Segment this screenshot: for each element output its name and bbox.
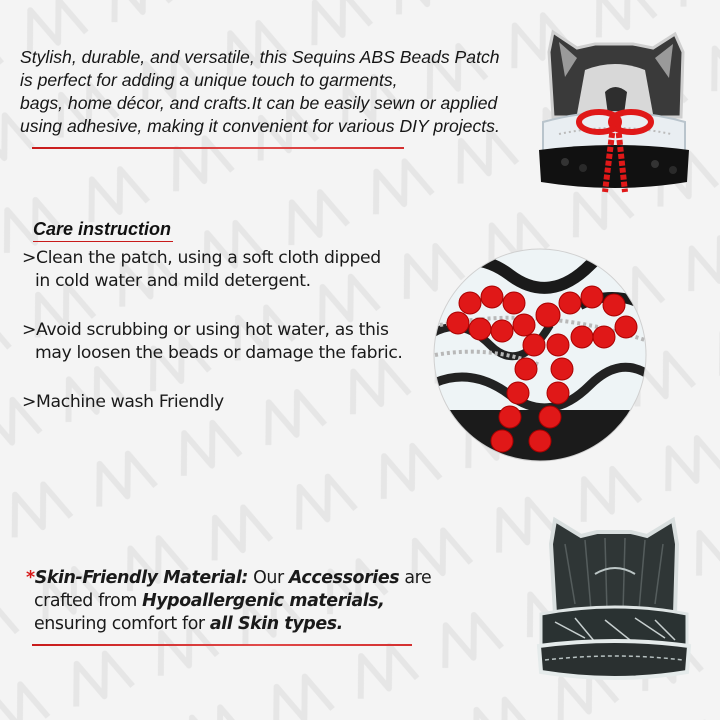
skin-all-types: all Skin types. bbox=[209, 614, 343, 634]
care-item-line: >Machine wash Friendly bbox=[22, 392, 224, 412]
description-line: Stylish, durable, and versatile, this Sequins ABS Beads Patch bbox=[20, 47, 500, 67]
skin-accessories: Accessories bbox=[288, 568, 400, 588]
product-description bbox=[20, 46, 500, 138]
care-heading: Care instruction bbox=[33, 219, 173, 242]
care-item-avoid bbox=[22, 319, 403, 365]
red-divider bbox=[32, 147, 404, 149]
skin-label: Skin-Friendly Material: bbox=[34, 568, 248, 588]
skin-hypoallergenic: Hypoallergenic materials, bbox=[142, 591, 385, 611]
skin-text: crafted from bbox=[34, 591, 143, 611]
red-divider bbox=[32, 644, 412, 646]
skin-friendly-note bbox=[26, 567, 432, 636]
description-line: is perfect for adding a unique touch to garments, bbox=[20, 70, 398, 90]
care-item-line: may loosen the beads or damage the fabric. bbox=[35, 343, 403, 363]
care-item-machine-wash bbox=[22, 391, 224, 414]
skin-text: ensuring comfort for bbox=[34, 614, 210, 634]
care-item-line: in cold water and mild detergent. bbox=[35, 271, 311, 291]
bead-bow-closeup-image bbox=[430, 245, 650, 465]
care-item-line: >Avoid scrubbing or using hot water, as this bbox=[22, 320, 389, 340]
care-item-line: >Clean the patch, using a soft cloth dipped bbox=[22, 248, 381, 268]
cat-patch-front-image bbox=[535, 22, 695, 204]
description-line: using adhesive, making it convenient for various DIY projects. bbox=[20, 116, 500, 136]
care-item-clean bbox=[22, 247, 381, 293]
skin-text: are bbox=[399, 568, 432, 588]
cat-patch-back-image bbox=[535, 514, 693, 694]
skin-text: Our bbox=[247, 568, 289, 588]
asterisk: * bbox=[26, 568, 35, 588]
description-line: bags, home décor, and crafts.It can be easily sewn or applied bbox=[20, 93, 498, 113]
